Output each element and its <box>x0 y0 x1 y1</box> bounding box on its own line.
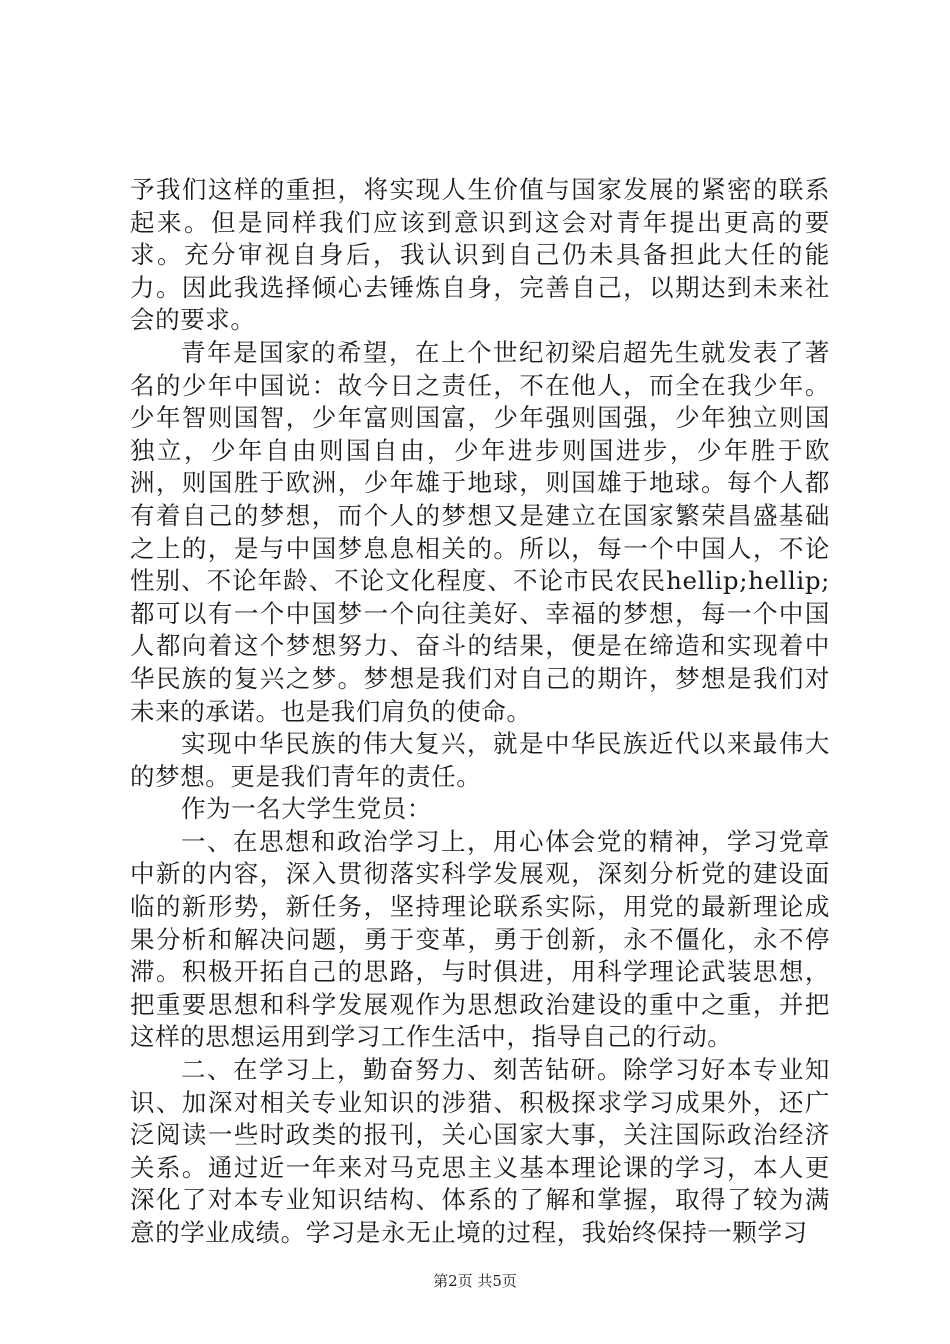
paragraph-1: 予我们这样的重担，将实现人生价值与国家发展的紧密的联系起来。但是同样我们应该到意识到这会对青年提出更高的要求。充分审视自身后，我认识到自己仍未具备担此大任的能力。因此我选择倾心去锤炼自身，完善自己，以期达到未来社会的要求。 <box>130 175 830 335</box>
paragraph-2: 青年是国家的希望，在上个世纪初梁启超先生就发表了著名的少年中国说：故今日之责任，不在他人，而全在我少年。少年智则国智，少年富则国富，少年强则国强，少年独立则国独立，少年自由则国自由，少年进步则国进步，少年胜于欧洲，则国胜于欧洲，少年雄于地球，则国雄于地球。每个人都有着自己的梦想，而个人的梦想又是建立在国家繁荣昌盛基础之上的，是与中国梦息息相关的。所以，每一个中国人，不论性别、不论年龄、不论文化程度、不论市民农民hellip;hellip;都可以有一个中国梦一个向往美好、幸福的梦想，每一个中国人都向着这个梦想努力、奋斗的结果，便是在缔造和实现着中华民族的复兴之梦。梦想是我们对自己的期许，梦想是我们对未来的承诺。也是我们肩负的使命。 <box>130 337 830 726</box>
paragraph-4: 作为一名大学生党员： <box>181 794 432 824</box>
page-number-footer: 第2页 共5页 <box>433 1272 517 1290</box>
paragraph-3: 实现中华民族的伟大复兴，就是中华民族近代以来最伟大的梦想。更是我们青年的责任。 <box>130 729 830 791</box>
document-body <box>130 174 830 1250</box>
paragraph-6: 二、在学习上，勤奋努力、刻苦钻研。除学习好本专业知识、加深对相关专业知识的涉猎、积极探求学习成果外，还广泛阅读一些时政类的报刊，关心国家大事，关注国际政治经济关系。通过近一年来对马克思主义基本理论课的学习，本人更深化了对本专业知识结构、体系的了解和掌握，取得了较为满意的学业成绩。学习是永无止境的过程，我始终保持一颗学习 <box>130 1055 830 1247</box>
paragraph-5: 一、在思想和政治学习上，用心体会党的精神，学习党章中新的内容，深入贯彻落实科学发展观，深刻分析党的建设面临的新形势，新任务，坚持理论联系实际，用党的最新理论成果分析和解决问题，勇于变革，勇于创新，永不僵化，永不停滞。积极开拓自己的思路，与时俱进，用科学理论武装思想，把重要思想和科学发展观作为思想政治建设的重中之重，并把这样的思想运用到学习工作生活中，指导自己的行动。 <box>130 826 830 1052</box>
